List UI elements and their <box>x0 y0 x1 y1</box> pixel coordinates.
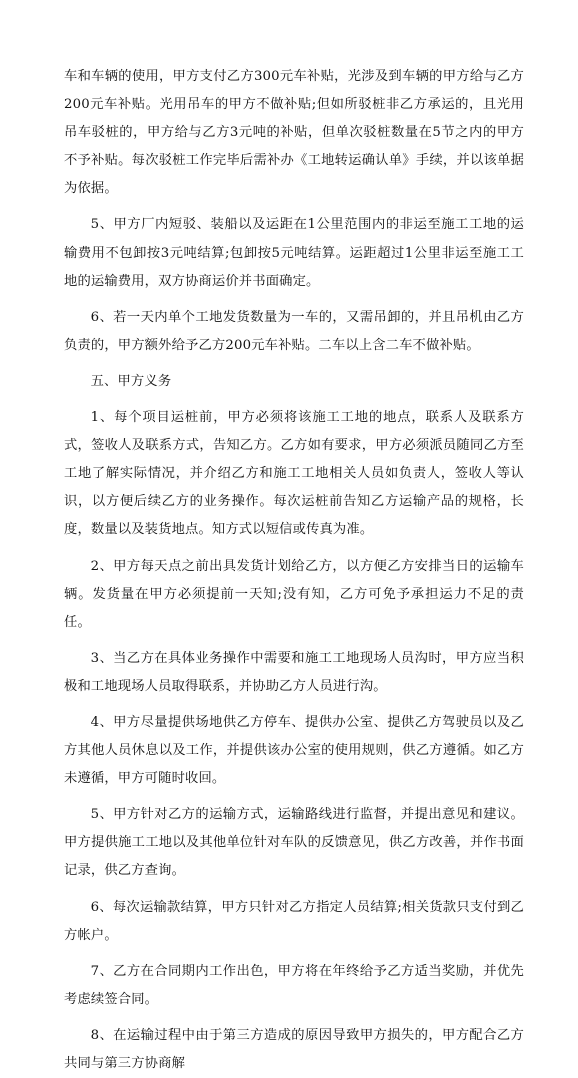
paragraph-gap <box>64 360 524 368</box>
paragraph-gap <box>64 545 524 553</box>
paragraph-gap <box>64 701 524 709</box>
paragraph-clause-6-single-truck: 6、若一天内单个工地发货数量为一车的，又需吊卸的，并且吊机由乙方负责的，甲方额外给予乙方200元车补贴。二车以上含二车不做补贴。 <box>64 309 524 353</box>
paragraph-gap <box>64 793 524 801</box>
paragraph-obligation-3: 3、当乙方在具体业务操作中需要和施工工地现场人员沟时，甲方应当积极和工地现场人员取得联系，并协助乙方人员进行沟。 <box>64 650 524 694</box>
paragraph-obligation-5: 5、甲方针对乙方的运输方式，运输路线进行监督，并提出意见和建议。甲方提供施工工地以及其他单位针对车队的反馈意见，供乙方改善，并作书面记录，供乙方查询。 <box>64 807 524 879</box>
paragraph-gap <box>64 886 524 894</box>
paragraph-gap <box>64 1014 524 1022</box>
paragraph-obligation-7: 7、乙方在合同期内工作出色，甲方将在年终给予乙方适当奖励，并优先考虑续签合同。 <box>64 963 524 1007</box>
paragraph-obligation-4: 4、甲方尽量提供场地供乙方停车、提供办公室、提供乙方驾驶员以及乙方其他人员休息以及工作，并提供该办公室的使用规则，供乙方遵循。如乙方未遵循，甲方可随时收回。 <box>64 714 524 787</box>
paragraph-obligation-1: 1、每个项目运桩前，甲方必须将该施工工地的地点，联系人及联系方式，签收人及联系方式，告知乙方。乙方如有要求，甲方必须派员随同乙方至工地了解实际情况，并介绍乙方和施工工地相关人员如负责人，签收人等认识，以方便后续乙方的业务操作。每次运桩前告知乙方运输产品的规格，长度，数量以及装货地点。知方式以短信或传真为准。 <box>64 410 524 538</box>
paragraph-gap <box>64 203 524 211</box>
paragraph-gap <box>64 396 524 404</box>
paragraph-gap <box>64 637 524 645</box>
paragraph-gap <box>64 296 524 304</box>
paragraph-obligation-2: 2、甲方每天点之前出具发货计划给乙方，以方便乙方安排当日的运输车辆。发货量在甲方必须提前一天知;没有知，乙方可免予承担运力不足的责任。 <box>64 558 524 630</box>
paragraph-obligation-8: 8、在运输过程中由于第三方造成的原因导致甲方损失的，甲方配合乙方共同与第三方协商解 <box>64 1027 524 1071</box>
paragraph-clause-5-short-haul: 5、甲方厂内短驳、装船以及运距在1公里范围内的非运至施工工地的运输费用不包卸按3元吨结算;包卸按5元吨结算。运距超过1公里非运至施工工地的运输费用，双方协商运价并书面确定。 <box>64 217 524 289</box>
paragraph-continuation: 车和车辆的使用，甲方支付乙方300元车补贴，光涉及到车辆的甲方给与乙方200元车补贴。光用吊车的甲方不做补贴;但如所驳桩非乙方承运的，且光用吊车驳桩的，甲方给与乙方3元吨的补贴，但单次驳桩数量在5节之内的甲方不予补贴。每次驳桩工作完毕后需补办《工地转运确认单》手续，并以该单据为依据。 <box>64 69 524 197</box>
paragraph-gap <box>64 950 524 958</box>
section-heading-party-a-obligations: 五、甲方义务 <box>90 373 172 389</box>
paragraph-obligation-6: 6、每次运输款结算，甲方只针对乙方指定人员结算;相关货款只支付到乙方帐户。 <box>64 899 524 943</box>
document-body <box>64 63 524 1078</box>
